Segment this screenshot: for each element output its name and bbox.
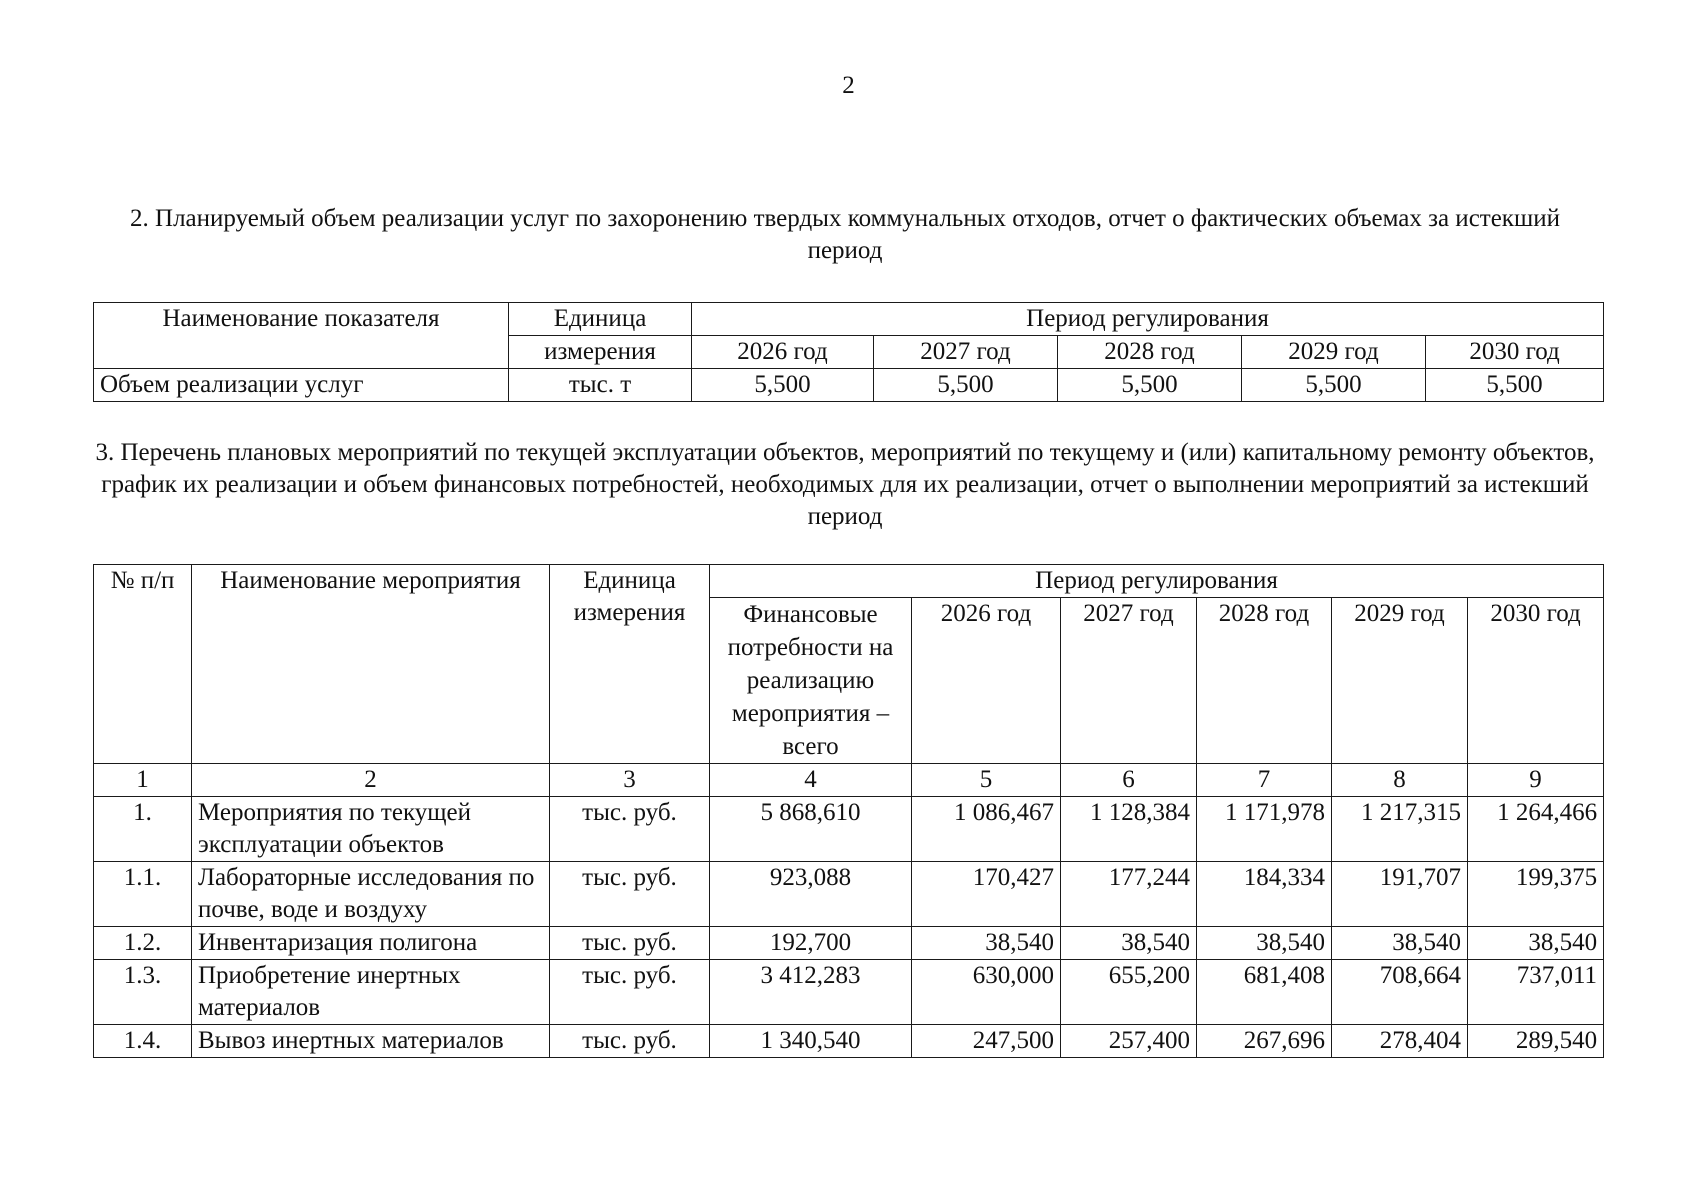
row-total: 5 868,610	[710, 797, 912, 862]
row-value: 1 128,384	[1061, 797, 1197, 862]
row-value: 199,375	[1468, 862, 1604, 927]
header-year: 2029 год	[1332, 598, 1468, 764]
row-unit: тыс. руб.	[550, 927, 710, 960]
row-value: 289,540	[1468, 1025, 1604, 1058]
table-row	[94, 369, 1604, 402]
row-num: 1.3.	[94, 960, 192, 1025]
row-value: 5,500	[692, 369, 874, 402]
row-unit: тыс. руб.	[550, 797, 710, 862]
row-value: 170,427	[912, 862, 1061, 927]
row-unit: тыс. руб.	[550, 960, 710, 1025]
col-number: 9	[1468, 764, 1604, 797]
volume-table	[93, 302, 1604, 402]
row-total: 3 412,283	[710, 960, 912, 1025]
row-value: 1 217,315	[1332, 797, 1468, 862]
row-value: 5,500	[1242, 369, 1426, 402]
row-value: 247,500	[912, 1025, 1061, 1058]
header-unit: Единица измерения	[550, 565, 710, 764]
header-name: Наименование мероприятия	[192, 565, 550, 764]
col-number: 7	[1197, 764, 1332, 797]
header-indicator: Наименование показателя	[94, 303, 509, 369]
table-row	[94, 960, 1604, 1025]
header-unit-line2: измерения	[509, 336, 692, 369]
row-total: 1 340,540	[710, 1025, 912, 1058]
row-name: Объем реализации услуг	[94, 369, 509, 402]
row-unit: тыс. руб.	[550, 1025, 710, 1058]
row-name: Лабораторные исследования по почве, воде и воздуху	[192, 862, 550, 927]
row-total: 923,088	[710, 862, 912, 927]
header-year: 2027 год	[1061, 598, 1197, 764]
row-value: 1 264,466	[1468, 797, 1604, 862]
section2-title: 2. Планируемый объем реализации услуг по захоронению твердых коммунальных отходов, отчет о фактических объемах за истекший период	[130, 205, 1560, 264]
row-value: 257,400	[1061, 1025, 1197, 1058]
row-value: 38,540	[1468, 927, 1604, 960]
row-value: 655,200	[1061, 960, 1197, 1025]
row-value: 184,334	[1197, 862, 1332, 927]
row-value: 38,540	[912, 927, 1061, 960]
col-number: 3	[550, 764, 710, 797]
col-number: 4	[710, 764, 912, 797]
column-numbers-row	[94, 764, 1604, 797]
header-year: 2030 год	[1426, 336, 1604, 369]
row-unit: тыс. руб.	[550, 862, 710, 927]
header-period: Период регулирования	[710, 565, 1604, 598]
header-year: 2026 год	[692, 336, 874, 369]
page-number: 2	[842, 72, 855, 99]
row-value: 737,011	[1468, 960, 1604, 1025]
row-value: 5,500	[874, 369, 1058, 402]
header-year: 2027 год	[874, 336, 1058, 369]
table-row	[94, 797, 1604, 862]
row-unit: тыс. т	[509, 369, 692, 402]
row-value: 191,707	[1332, 862, 1468, 927]
header-unit-line1: Единица	[509, 303, 692, 336]
table-row	[94, 927, 1604, 960]
col-number: 2	[192, 764, 550, 797]
row-name: Инвентаризация полигона	[192, 927, 550, 960]
col-number: 6	[1061, 764, 1197, 797]
header-financial: Финансовые потребности на реализацию мероприятия – всего	[710, 598, 912, 764]
row-value: 1 086,467	[912, 797, 1061, 862]
header-year: 2028 год	[1197, 598, 1332, 764]
row-name: Вывоз инертных материалов	[192, 1025, 550, 1058]
row-value: 177,244	[1061, 862, 1197, 927]
row-value: 38,540	[1197, 927, 1332, 960]
row-value: 708,664	[1332, 960, 1468, 1025]
row-num: 1.2.	[94, 927, 192, 960]
row-value: 5,500	[1058, 369, 1242, 402]
row-num: 1.1.	[94, 862, 192, 927]
row-value: 278,404	[1332, 1025, 1468, 1058]
col-number: 5	[912, 764, 1061, 797]
header-period: Период регулирования	[692, 303, 1604, 336]
col-number: 1	[94, 764, 192, 797]
table-row	[94, 1025, 1604, 1058]
measures-table	[93, 564, 1604, 1058]
header-year: 2026 год	[912, 598, 1061, 764]
row-value: 267,696	[1197, 1025, 1332, 1058]
header-year: 2030 год	[1468, 598, 1604, 764]
col-number: 8	[1332, 764, 1468, 797]
header-year: 2029 год	[1242, 336, 1426, 369]
row-num: 1.4.	[94, 1025, 192, 1058]
row-value: 1 171,978	[1197, 797, 1332, 862]
row-total: 192,700	[710, 927, 912, 960]
row-value: 630,000	[912, 960, 1061, 1025]
row-name: Мероприятия по текущей эксплуатации объектов	[192, 797, 550, 862]
row-value: 38,540	[1061, 927, 1197, 960]
row-value: 38,540	[1332, 927, 1468, 960]
header-year: 2028 год	[1058, 336, 1242, 369]
section3-title: 3. Перечень плановых мероприятий по текущей эксплуатации объектов, мероприятий по текущему и (или) капитальному ремонту объектов, график их реализации и объем финансовых потребностей, необходимых для их реализации, отчет о выполнении мероприятий за истекший период	[95, 439, 1595, 530]
row-value: 5,500	[1426, 369, 1604, 402]
row-name: Приобретение инертных материалов	[192, 960, 550, 1025]
row-value: 681,408	[1197, 960, 1332, 1025]
header-num: № п/п	[94, 565, 192, 764]
table-row	[94, 862, 1604, 927]
row-num: 1.	[94, 797, 192, 862]
